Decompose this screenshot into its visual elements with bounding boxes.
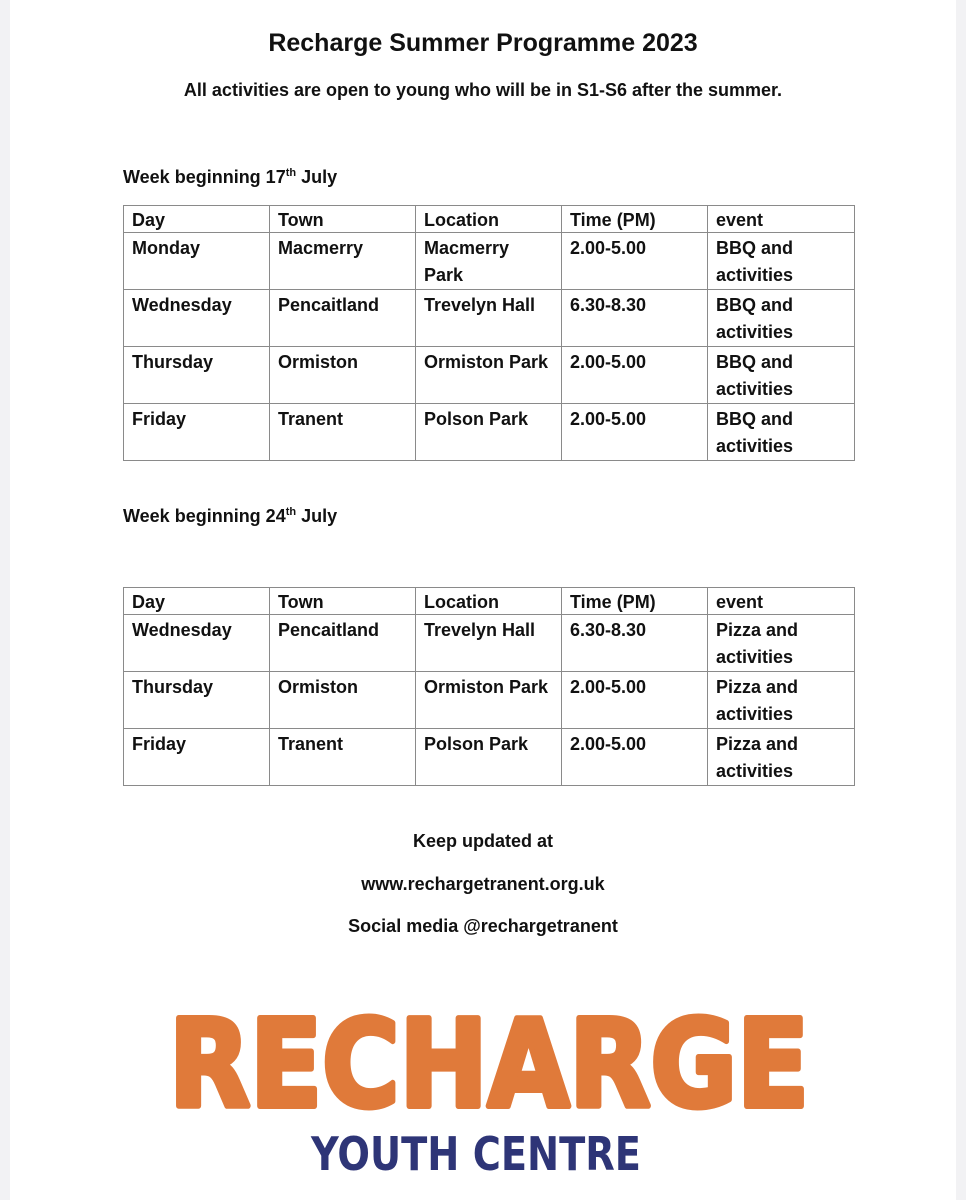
column-header: event	[708, 588, 855, 615]
week2-heading-sup: th	[285, 506, 297, 518]
table-cell: Trevelyn Hall	[416, 615, 562, 672]
column-header: Location	[416, 588, 562, 615]
table-row	[124, 404, 855, 461]
table-row	[124, 347, 855, 404]
table-cell: Ormiston Park	[416, 672, 562, 729]
table-cell: BBQ and activities	[708, 290, 855, 347]
week1-schedule-table	[123, 205, 855, 461]
website-link[interactable]: www.rechargetranent.org.uk	[361, 874, 605, 894]
table-cell: Pencaitland	[270, 615, 416, 672]
table-row	[124, 290, 855, 347]
table-cell: 2.00-5.00	[562, 233, 708, 290]
table-cell: Ormiston Park	[416, 347, 562, 404]
table-header-row	[124, 588, 855, 615]
week1-heading	[123, 167, 337, 188]
week1-heading-prefix: Week beginning 17	[123, 167, 286, 187]
table-cell: BBQ and activities	[708, 404, 855, 461]
table-cell: Pizza and activities	[708, 729, 855, 786]
table-cell: Trevelyn Hall	[416, 290, 562, 347]
week1-heading-sup: th	[285, 167, 297, 179]
table-cell: Thursday	[124, 672, 270, 729]
column-header: Location	[416, 206, 562, 233]
table-cell: 2.00-5.00	[562, 404, 708, 461]
column-header: Town	[270, 588, 416, 615]
table-cell: Pizza and activities	[708, 615, 855, 672]
table-cell: 2.00-5.00	[562, 347, 708, 404]
table-cell: Polson Park	[416, 729, 562, 786]
recharge-youth-centre-logo	[138, 998, 840, 1188]
table-cell: 2.00-5.00	[562, 729, 708, 786]
column-header: Town	[270, 206, 416, 233]
table-cell: 6.30-8.30	[562, 615, 708, 672]
table-row	[124, 233, 855, 290]
table-cell: Polson Park	[416, 404, 562, 461]
week2-heading	[123, 506, 337, 527]
table-cell: Macmerry	[270, 233, 416, 290]
table-row	[124, 615, 855, 672]
week1-heading-suffix: July	[296, 167, 338, 187]
keep-updated-text: Keep updated at	[412, 831, 554, 851]
table-cell: Ormiston	[270, 672, 416, 729]
page-subtitle: All activities are open to young who will be in S1-S6 after the summer.	[183, 80, 783, 100]
table-cell: Thursday	[124, 347, 270, 404]
table-cell: Friday	[124, 729, 270, 786]
table-cell: BBQ and activities	[708, 347, 855, 404]
table-cell: Monday	[124, 233, 270, 290]
table-row	[124, 729, 855, 786]
table-cell: Friday	[124, 404, 270, 461]
table-cell: Pizza and activities	[708, 672, 855, 729]
logo-tagline: YOUTH CENTRE	[310, 1127, 641, 1181]
column-header: Day	[124, 588, 270, 615]
table-cell: Wednesday	[124, 290, 270, 347]
week2-heading-suffix: July	[296, 506, 338, 526]
table-cell: Pencaitland	[270, 290, 416, 347]
table-cell: BBQ and activities	[708, 233, 855, 290]
week2-heading-prefix: Week beginning 24	[123, 506, 286, 526]
column-header: Time (PM)	[562, 588, 708, 615]
column-header: Day	[124, 206, 270, 233]
column-header: event	[708, 206, 855, 233]
table-cell: Tranent	[270, 729, 416, 786]
table-cell: 2.00-5.00	[562, 672, 708, 729]
social-media-text: Social media @rechargetranent	[348, 916, 618, 936]
table-cell: Tranent	[270, 404, 416, 461]
table-row	[124, 672, 855, 729]
table-cell: Wednesday	[124, 615, 270, 672]
column-header: Time (PM)	[562, 206, 708, 233]
table-cell: Macmerry Park	[416, 233, 562, 290]
table-cell: Ormiston	[270, 347, 416, 404]
table-header-row	[124, 206, 855, 233]
week2-schedule-table	[123, 587, 855, 786]
logo-word: RECHARGE	[169, 998, 809, 1135]
page-title: Recharge Summer Programme 2023	[268, 29, 698, 57]
document-page	[10, 0, 956, 1200]
table-cell: 6.30-8.30	[562, 290, 708, 347]
